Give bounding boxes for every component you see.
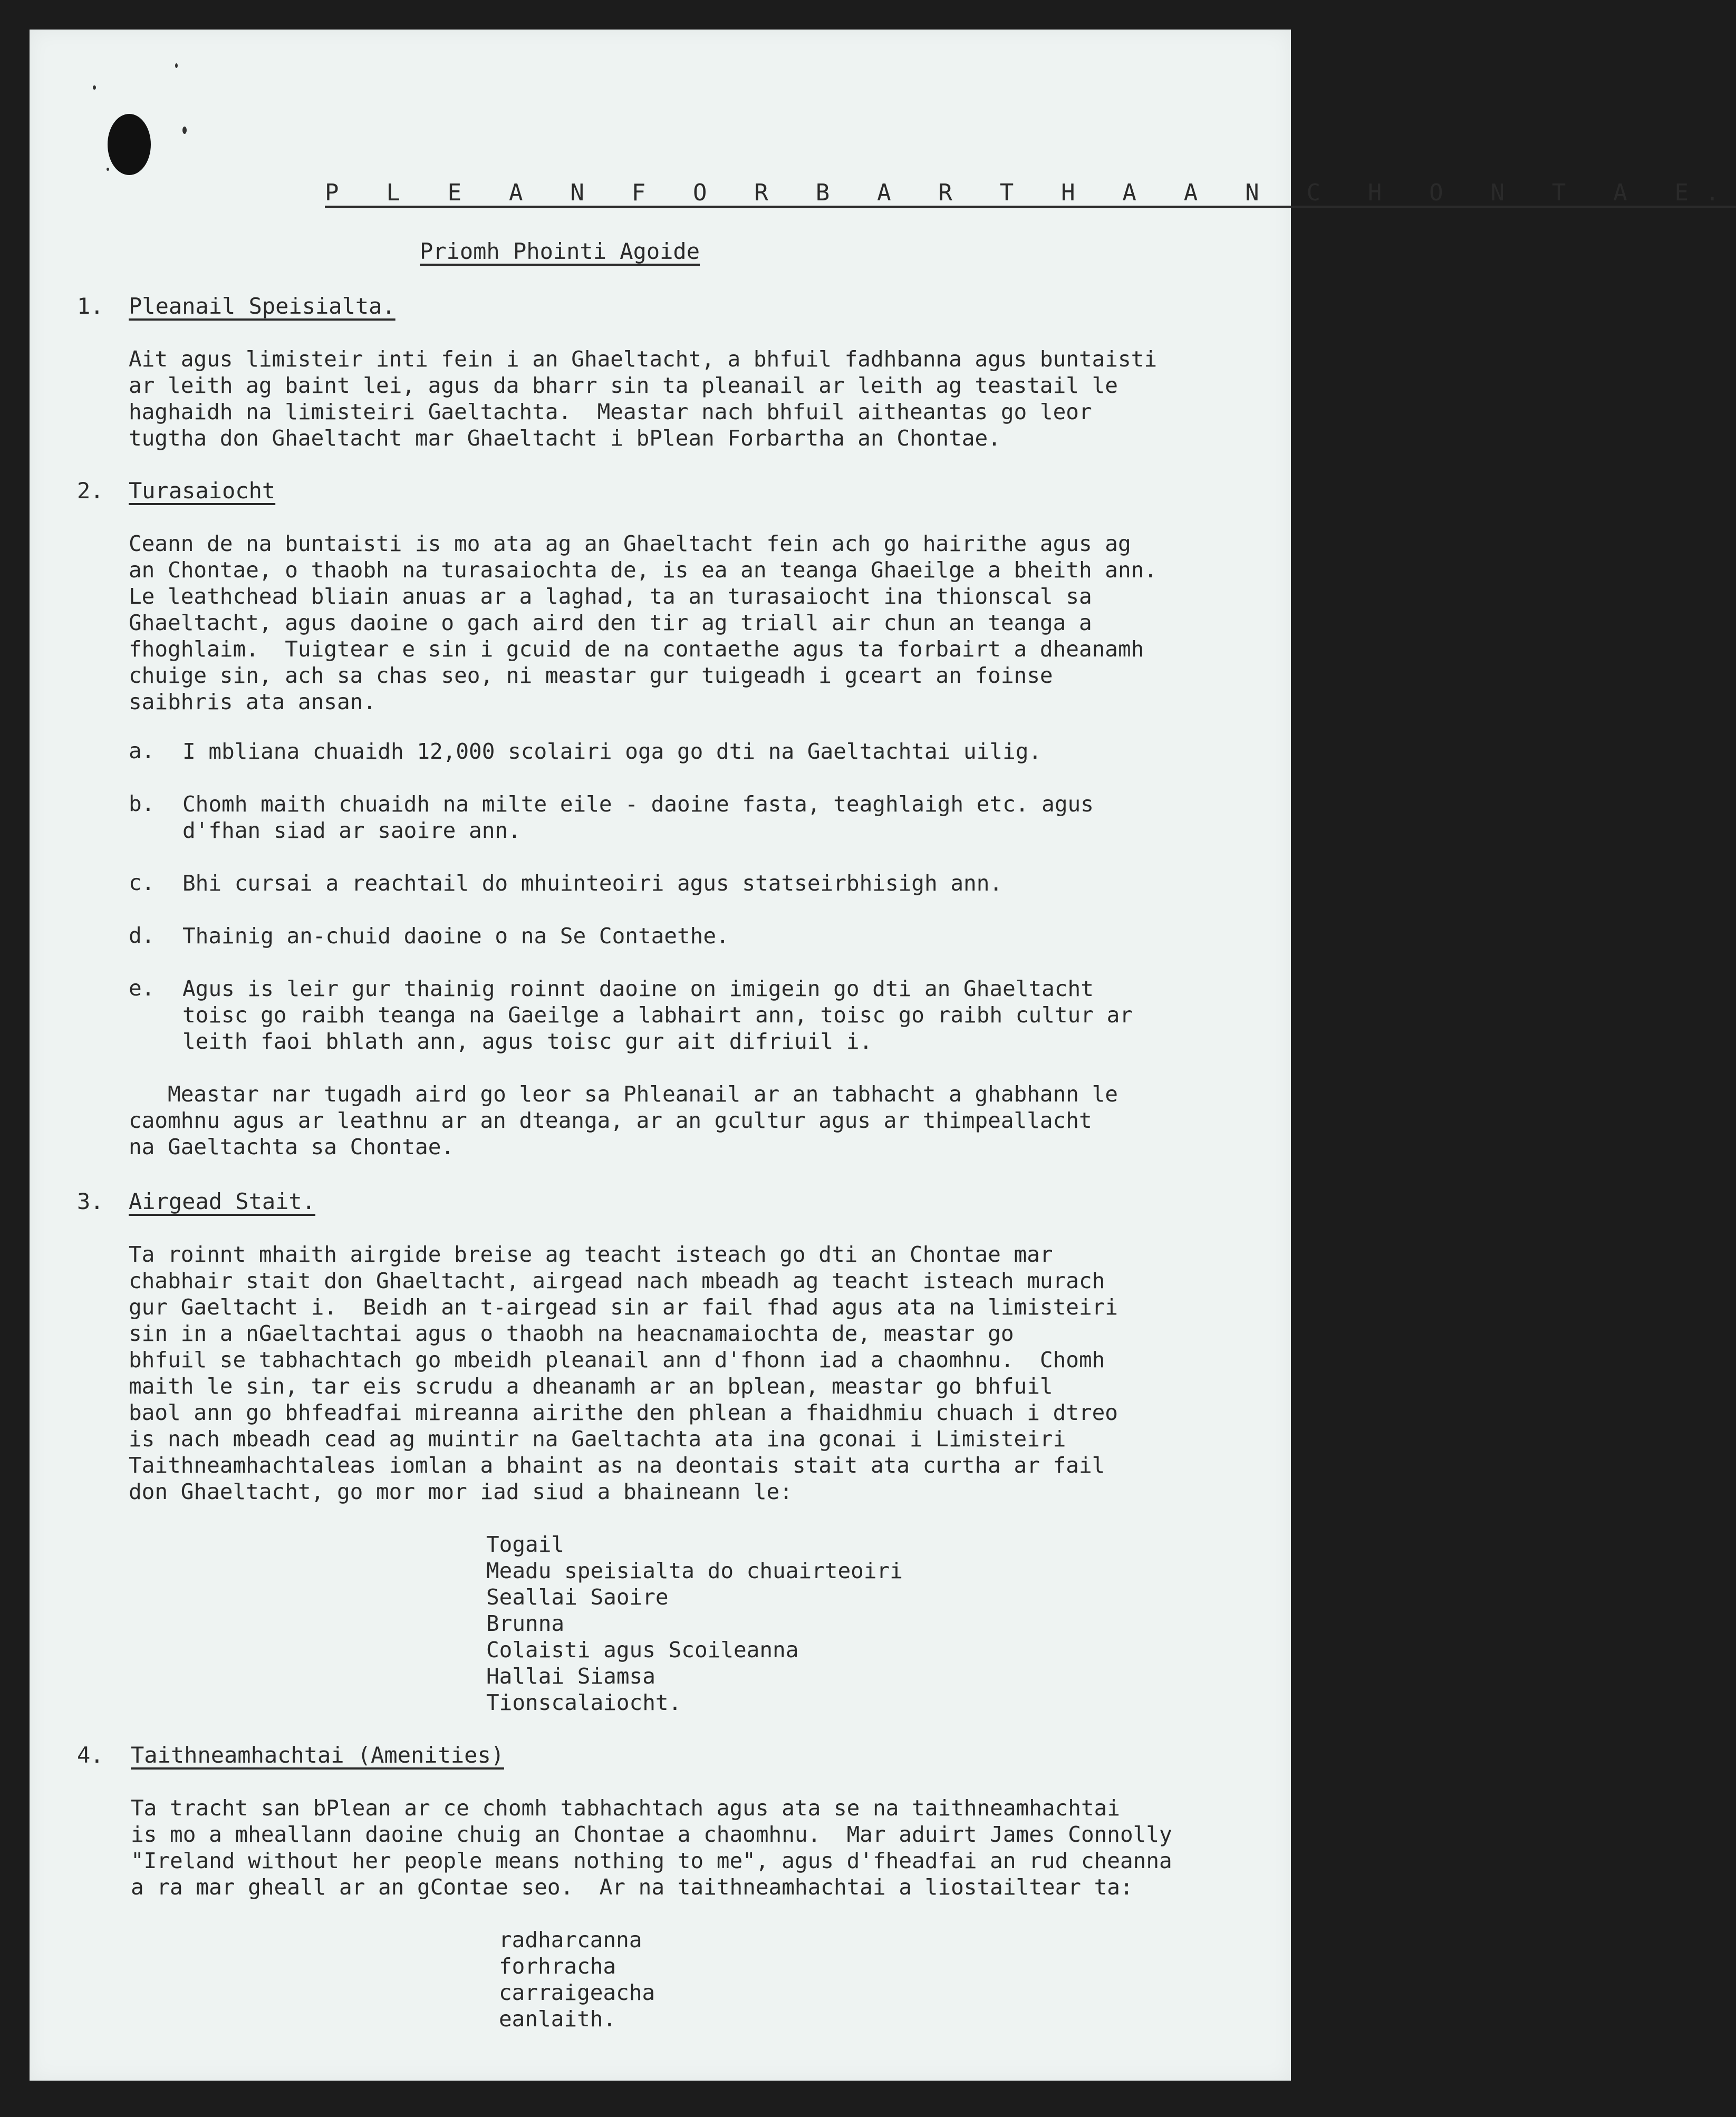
list-item: Hallai Siamsa <box>486 1664 655 1689</box>
list-item-letter: a. <box>129 738 155 763</box>
ink-speck <box>182 127 187 134</box>
list-item-text: Chomh maith chuaidh na milte eile - daoine fasta, teaghlaigh etc. agus d'fhan siad ar saoire ann. <box>182 791 1094 843</box>
list-item: radharcanna <box>499 1927 642 1952</box>
list-item-text: Bhi cursai a reachtail do mhuinteoiri agus statseirbhisigh ann. <box>182 871 1003 896</box>
list-item: forhracha <box>499 1954 616 1979</box>
section-title: Turasaiocht <box>129 478 276 504</box>
list-item: Togail <box>486 1532 565 1557</box>
section-title: Taithneamhachtai (Amenities) <box>131 1742 505 1768</box>
list-item: Seallai Saoire <box>486 1584 669 1610</box>
ink-speck <box>93 85 96 90</box>
list-item: Meadu speisialta do chuairteoiri <box>486 1558 903 1583</box>
ink-speck <box>107 168 109 171</box>
section-title: Pleanail Speisialta. <box>129 293 396 319</box>
list-item: Colaisti agus Scoileanna <box>486 1637 799 1662</box>
list-item-text: I mbliana chuaidh 12,000 scolairi oga go dti na Gaeltachtai uilig. <box>182 739 1042 764</box>
list-item-letter: d. <box>129 923 155 948</box>
list-item: carraigeacha <box>499 1980 655 2005</box>
section-title: Airgead Stait. <box>129 1188 316 1214</box>
list-item: eanlaith. <box>499 2006 616 2032</box>
list-item-letter: c. <box>129 870 155 895</box>
paragraph: Meastar nar tugadh aird go leor sa Phleanail ar an tabhacht a ghabhann le caomhnu agus ar leathnu ar an dteanga, ar an gcultur agus ar thimpeallacht na Gaeltachta sa Chontae. <box>129 1081 1118 1159</box>
amenity-list <box>499 1927 655 2032</box>
ink-speck <box>175 63 178 68</box>
list-item-letter: b. <box>129 791 155 816</box>
document-title: P L E A N F O R B A R T H A A N C H O N T A E. <box>325 179 1736 206</box>
list-item-text: Agus is leir gur thainig roinnt daoine on imigein go dti an Ghaeltacht toisc go raibh teanga na Gaeilge a labhairt ann, toisc go raibh cultur ar leith faoi bhlath ann, agus toisc gur ait difriuil i. <box>182 976 1133 1054</box>
document-subtitle: Priomh Phointi Agoide <box>420 238 700 264</box>
document-page <box>30 30 1291 2081</box>
list-item-letter: e. <box>129 975 155 1001</box>
amenity-list <box>486 1531 903 1716</box>
paragraph: Ait agus limisteir inti fein i an Ghaeltacht, a bhfuil fadhbanna agus buntaisti ar leith ag baint lei, agus da bharr sin ta pleanail ar leith ag teastail le haghaidh na limisteiri Gaeltachta. Meastar nach bhfuil aitheantas go leor tugtha don Ghaeltacht mar Ghaeltacht i bPlean Forbartha an Chontae. <box>129 346 1158 451</box>
section-number: 1. <box>77 293 104 319</box>
list-item: Brunna <box>486 1611 565 1636</box>
list-item-text: Thainig an-chuid daoine o na Se Contaethe. <box>182 923 729 949</box>
punch-hole <box>108 114 151 175</box>
list-item: Tionscalaiocht. <box>486 1690 682 1715</box>
section-number: 2. <box>77 478 104 504</box>
section-number: 3. <box>77 1188 104 1214</box>
paragraph: Ceann de na buntaisti is mo ata ag an Ghaeltacht fein ach go hairithe agus ag an Chontae, o thaobh na turasaiochta de, is ea an teanga Ghaeilge a bheith ann. Le leathchead bliain anuas ar a laghad, ta an turasaiocht ina thionscal sa Ghaeltacht, agus daoine o gach aird den tir ag triall air chun an teanga a fhoghlaim. Tuigtear e sin i gcuid de na contaethe agus ta forbairt a dheanamh chuige sin, ach sa chas seo, ni meastar gur tuigeadh i gceart an foinse saibhris ata ansan. <box>129 531 1158 714</box>
paragraph: Ta tracht san bPlean ar ce chomh tabhachtach agus ata se na taithneamhachtai is mo a mheallann daoine chuig an Chontae a chaomhnu. Mar aduirt James Connolly "Ireland without her people means nothing to me", agus d'fheadfai an rud cheanna a ra mar gheall ar an gContae seo. Ar na taithneamhachtai a liostailtear ta: <box>131 1795 1172 1900</box>
section-number: 4. <box>77 1742 104 1768</box>
paragraph: Ta roinnt mhaith airgide breise ag teacht isteach go dti an Chontae mar chabhair stait don Ghaeltacht, airgead nach mbeadh ag teacht isteach murach gur Gaeltacht i. Beidh an t-airgead sin ar fail fhad agus ata na limisteiri sin in a nGaeltachtai agus o thaobh na heacnamaiochta de, meastar go bhfuil se tabhachtach go mbeidh pleanail ann d'fhonn iad a chaomhnu. Chomh maith le sin, tar eis scrudu a dheanamh ar an bplean, meastar go bhfuil baol ann go bhfeadfai mireanna airithe den phlean a fhaidhmiu chuach i dtreo is nach mbeadh cead ag muintir na Gaeltachta ata ina gconai i Limisteiri Taithneamhachtaleas iomlan a bhaint as na deontais stait ata curtha ar fail don Ghaeltacht, go mor mor iad siud a bhaineann le: <box>129 1242 1118 1504</box>
